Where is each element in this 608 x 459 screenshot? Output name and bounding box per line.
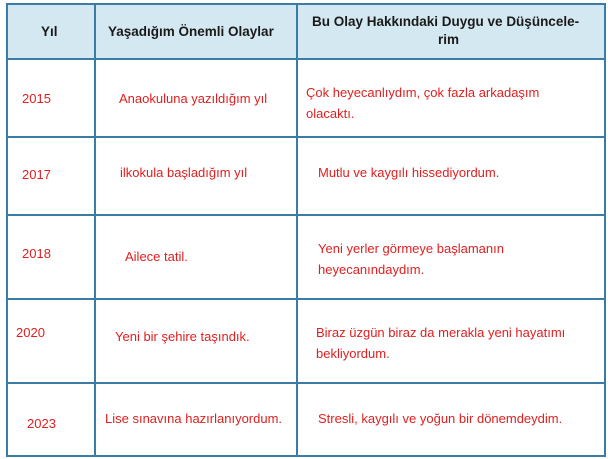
feeling-text-line1: Mutlu ve kaygılı hissediyordum. <box>318 165 500 180</box>
table-row <box>8 136 604 216</box>
year-value: 2015 <box>22 91 51 106</box>
header-year-cell <box>8 5 94 58</box>
feeling-cell <box>296 384 604 457</box>
feeling-cell <box>296 216 604 300</box>
year-value: 2017 <box>22 167 51 182</box>
header-feeling-cell <box>296 5 604 58</box>
header-year: Yıl <box>41 24 58 39</box>
year-value: 2020 <box>16 325 45 340</box>
feeling-text-line2: olacaktı. <box>306 106 355 121</box>
feeling-text-line2: bekliyordum. <box>316 346 390 361</box>
year-cell <box>8 300 94 384</box>
event-cell <box>94 300 296 384</box>
feeling-cell <box>296 60 604 138</box>
events-table <box>6 3 606 457</box>
feeling-text-line1: Stresli, kaygılı ve yoğun bir dönemdeydim. <box>318 411 563 426</box>
table-row <box>8 58 604 138</box>
year-cell <box>8 60 94 138</box>
year-value: 2023 <box>27 416 56 431</box>
year-cell <box>8 216 94 300</box>
table-row <box>8 298 604 384</box>
year-cell <box>8 138 94 216</box>
header-event: Yaşadığım Önemli Olaylar <box>108 24 274 39</box>
feeling-text-line2: heyecanındaydım. <box>318 262 425 277</box>
year-value: 2018 <box>22 246 51 261</box>
event-cell <box>94 216 296 300</box>
header-feeling-line1: Bu Olay Hakkındaki Duygu ve Düşüncele- <box>312 14 580 29</box>
event-text: ilkokula başladığım yıl <box>120 165 248 180</box>
event-text: Ailece tatil. <box>125 249 188 264</box>
table-row <box>8 382 604 457</box>
table-row <box>8 214 604 300</box>
year-cell <box>8 384 94 457</box>
feeling-text-line1: Çok heyecanlıydım, çok fazla arkadaşım <box>306 85 540 100</box>
event-cell <box>94 384 296 457</box>
feeling-cell <box>296 138 604 216</box>
feeling-cell <box>296 300 604 384</box>
header-feeling-line2: rim <box>438 32 460 47</box>
event-cell <box>94 138 296 216</box>
event-text: Anaokuluna yazıldığım yıl <box>119 91 268 106</box>
header-event-cell <box>94 5 296 58</box>
event-text: Lise sınavına hazırlanıyordum. <box>105 411 283 426</box>
feeling-text-line1: Biraz üzgün biraz da merakla yeni hayatımı <box>316 325 566 340</box>
event-text: Yeni bir şehire taşındık. <box>115 329 250 344</box>
feeling-text-line1: Yeni yerler görmeye başlamanın <box>318 241 504 256</box>
event-cell <box>94 60 296 138</box>
table-header-row <box>8 5 604 58</box>
